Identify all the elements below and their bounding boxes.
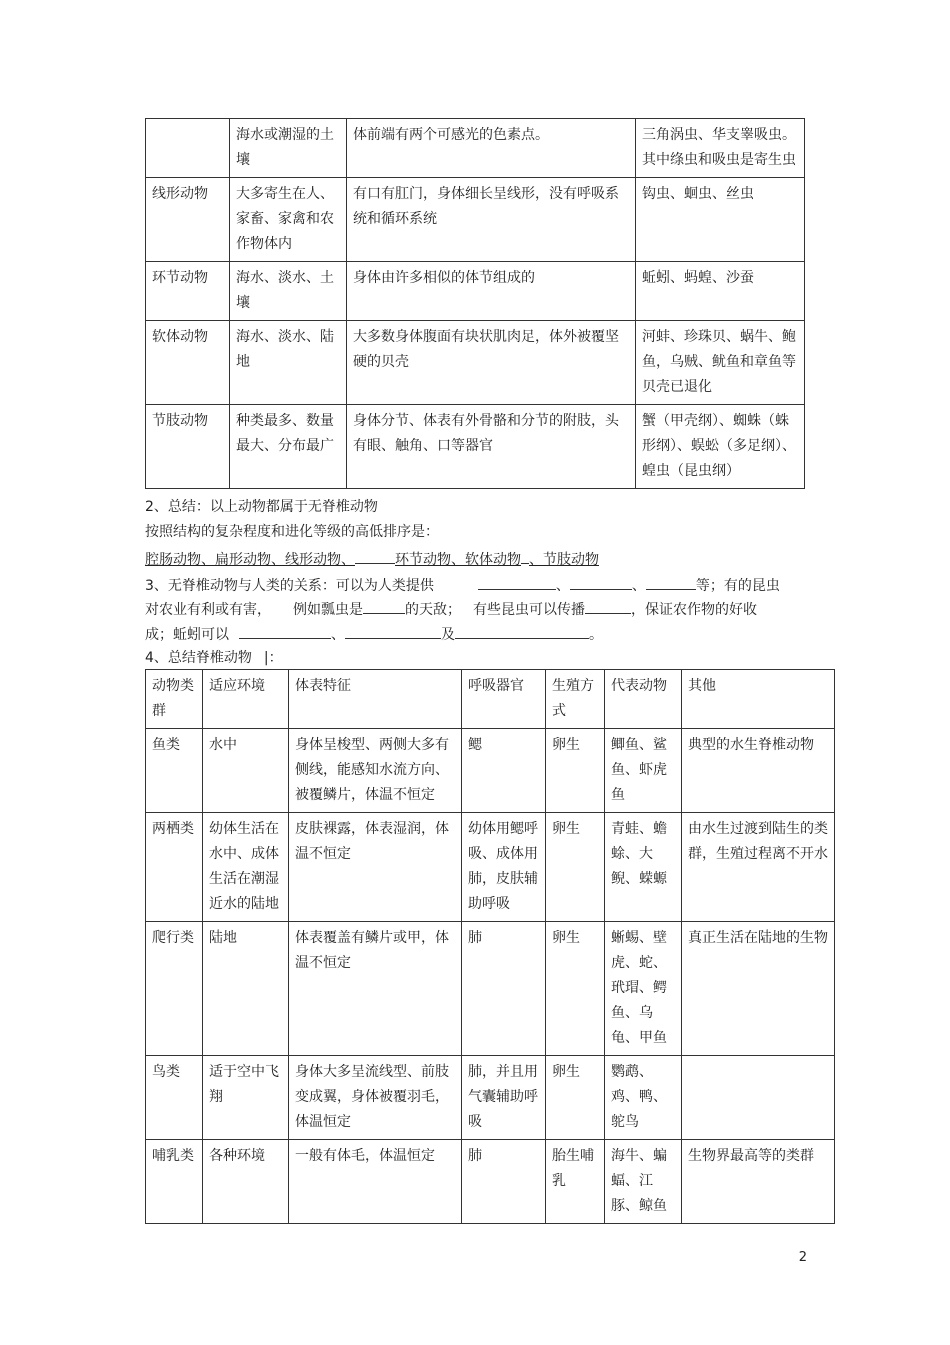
cell-breath: 肺 [462, 1140, 546, 1224]
cell-env: 适于空中飞翔 [203, 1056, 289, 1140]
column-header: 体表特征 [289, 670, 462, 729]
text: 成；蚯蚓可以 [145, 627, 229, 643]
cell-examples: 蟹（甲壳纲）、蜘蛛（蛛形纲）、蜈蚣（多足纲）、蝗虫（昆虫纲） [636, 405, 805, 489]
cell-group [146, 119, 230, 178]
cell-other: 由水生过渡到陆生的类群，生殖过程离不开水 [682, 813, 835, 922]
text: 对农业有利或有害， [145, 602, 271, 618]
cell-surface: 身体大多呈流线型、前肢变成翼，身体被覆羽毛，体温恒定 [289, 1056, 462, 1140]
cell-group: 节肢动物 [146, 405, 230, 489]
cell-env: 各种环境 [203, 1140, 289, 1224]
cell-feature: 大多数身体腹面有块状肌肉足，体外被覆坚硬的贝壳 [347, 321, 636, 405]
cell-group: 鸟类 [146, 1056, 203, 1140]
cell-feature: 身体分节、体表有外骨骼和分节的附肢，头有眼、触角、口等器官 [347, 405, 636, 489]
column-header: 代表动物 [605, 670, 682, 729]
cell-repro: 卵生 [546, 1056, 605, 1140]
cell-breath: 肺，并且用气囊辅助呼吸 [462, 1056, 546, 1140]
cell-env: 陆地 [203, 922, 289, 1056]
cell-examples: 河蚌、珍珠贝、蜗牛、鲍鱼，乌贼、鱿鱼和章鱼等贝壳已退化 [636, 321, 805, 405]
cell-env: 幼体生活在水中、成体生活在潮湿近水的陆地 [203, 813, 289, 922]
cell-examples: 鲫鱼、鲨鱼、虾虎鱼 [605, 729, 682, 813]
table-row [146, 813, 835, 922]
cell-env: 海水或潮湿的土壤 [230, 119, 347, 178]
column-header: 适应环境 [203, 670, 289, 729]
cell-group: 软体动物 [146, 321, 230, 405]
cell-breath: 鳃 [462, 729, 546, 813]
cell-feature: 有口有肛门，身体细长呈线形，没有呼吸系统和循环系统 [347, 178, 636, 262]
cell-feature: 身体由许多相似的体节组成的 [347, 262, 636, 321]
cell-other: 真正生活在陆地的生物 [682, 922, 835, 1056]
text: 及 [441, 627, 455, 643]
order-part-2: 环节动物、软体动物 [395, 552, 521, 568]
sep: 、 [331, 627, 345, 643]
cell-env: 大多寄生在人、家畜、家禽和农作物体内 [230, 178, 347, 262]
cell-breath: 幼体用鳃呼吸、成体用肺，皮肤辅助呼吸 [462, 813, 546, 922]
text: 4、总结脊椎动物 [145, 650, 252, 666]
table-row [146, 178, 805, 262]
column-header: 动物类群 [146, 670, 203, 729]
order-part-3: 、节肢动物 [529, 552, 599, 568]
cell-repro: 卵生 [546, 922, 605, 1056]
table-row [146, 729, 835, 813]
summary-line-5 [145, 597, 757, 621]
table-row [146, 405, 805, 489]
cell-examples: 海牛、蝙蝠、江豚、鲸鱼 [605, 1140, 682, 1224]
cell-group: 鱼类 [146, 729, 203, 813]
table-row [146, 1056, 835, 1140]
cell-group: 环节动物 [146, 262, 230, 321]
table-row [146, 321, 805, 405]
cell-examples: 鹦鹉、鸡、鸭、鸵鸟 [605, 1056, 682, 1140]
cell-repro: 卵生 [546, 813, 605, 922]
table-row [146, 119, 805, 178]
summary-line-4 [145, 573, 780, 597]
summary-line-7 [145, 647, 283, 669]
summary-line-6 [145, 622, 603, 646]
cell-repro: 胎生哺乳 [546, 1140, 605, 1224]
text: 有些昆虫可以传播 [473, 602, 585, 618]
order-part-1: 腔肠动物、扁形动物、线形动物、 [145, 552, 355, 568]
cell-other: 生物界最高等的类群 [682, 1140, 835, 1224]
cell-surface: 一般有体毛，体温恒定 [289, 1140, 462, 1224]
cell-other: 典型的水生脊椎动物 [682, 729, 835, 813]
column-header: 生殖方式 [546, 670, 605, 729]
cell-examples: 蜥蜴、壁虎、蛇、玳瑁、鳄鱼、乌龟、甲鱼 [605, 922, 682, 1056]
summary-line-1: 2、总结：以上动物都属于无脊椎动物 [145, 499, 378, 515]
cell-env: 海水、淡水、土壤 [230, 262, 347, 321]
cell-env: 种类最多、数量最大、分布最广 [230, 405, 347, 489]
text: ，保证农作物的好收 [631, 602, 757, 618]
column-header: 呼吸器官 [462, 670, 546, 729]
cell-examples: 青蛙、蟾蜍、大鲵、蝾螈 [605, 813, 682, 922]
sep: 、 [631, 578, 646, 594]
cell-examples: 钩虫、蛔虫、丝虫 [636, 178, 805, 262]
relation-intro: 3、无脊椎动物与人类的关系：可以为人类提供 [145, 578, 434, 594]
text: 。 [589, 627, 603, 643]
vertebrate-table [145, 669, 835, 1224]
relation-tail: 等；有的昆虫 [695, 578, 780, 594]
cell-surface: 身体呈梭型、两侧大多有侧线，能感知水流方向、被覆鳞片，体温不恒定 [289, 729, 462, 813]
cell-feature: 体前端有两个可感光的色素点。 [347, 119, 636, 178]
sep: 、 [555, 578, 570, 594]
summary-line-2: 按照结构的复杂程度和进化等级的高低排序是： [145, 524, 439, 540]
text: |： [263, 650, 283, 666]
cell-group: 爬行类 [146, 922, 203, 1056]
cell-repro: 卵生 [546, 729, 605, 813]
table-row [146, 262, 805, 321]
table-row [146, 922, 835, 1056]
cell-group: 哺乳类 [146, 1140, 203, 1224]
page-number: 2 [798, 1250, 807, 1265]
summary-line-3 [145, 547, 599, 571]
cell-examples: 蚯蚓、蚂蝗、沙蚕 [636, 262, 805, 321]
cell-examples: 三角涡虫、华支睾吸虫。其中绦虫和吸虫是寄生虫 [636, 119, 805, 178]
cell-surface: 皮肤裸露，体表湿润，体温不恒定 [289, 813, 462, 922]
column-header: 其他 [682, 670, 835, 729]
cell-other [682, 1056, 835, 1140]
header-row [146, 670, 835, 729]
invertebrate-table [145, 118, 805, 489]
cell-env: 水中 [203, 729, 289, 813]
cell-group: 线形动物 [146, 178, 230, 262]
table-row [146, 1140, 835, 1224]
text: 例如瓢虫是 [293, 602, 363, 618]
cell-surface: 体表覆盖有鳞片或甲，体温不恒定 [289, 922, 462, 1056]
cell-group: 两栖类 [146, 813, 203, 922]
cell-breath: 肺 [462, 922, 546, 1056]
cell-env: 海水、淡水、陆地 [230, 321, 347, 405]
text: 的天敌； [405, 602, 461, 618]
